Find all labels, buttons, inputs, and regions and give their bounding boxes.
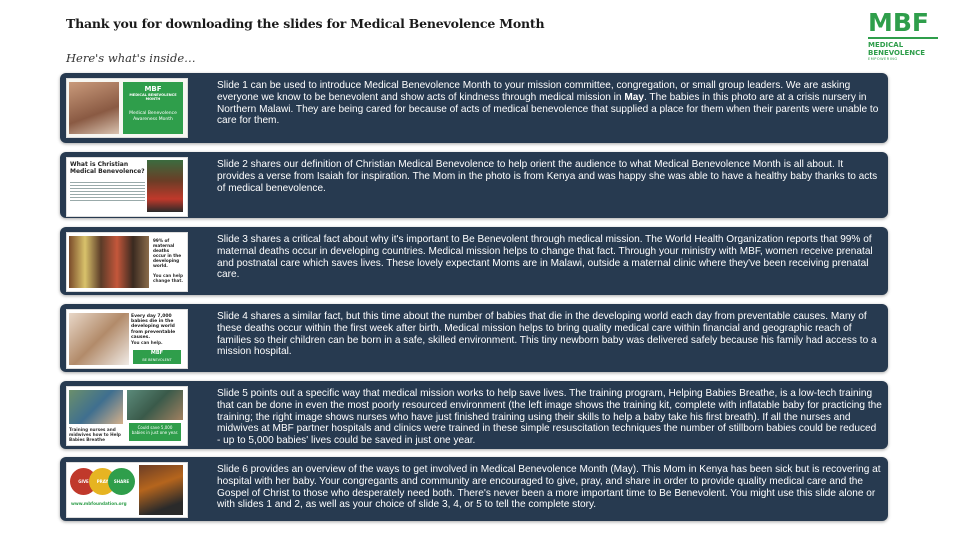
slide-row-5 (60, 381, 888, 449)
slide-2-heading: What is Christian Medical Benevolence? (70, 161, 145, 175)
logo-line-2: BENEVOLENCE (868, 48, 926, 57)
slide-1-brand: MBF (144, 85, 162, 93)
slide-4-cta: You can help. (131, 340, 163, 345)
slide-4-banner-text: BE BENEVOLENT (142, 358, 172, 362)
slide-row-4 (60, 304, 888, 372)
slide-4-brand: MBF (150, 350, 164, 356)
slide-3-thumbnail[interactable] (66, 232, 188, 292)
slide-row-1 (60, 73, 888, 143)
recovering-mom-photo (139, 465, 183, 515)
slide-6-description: Slide 6 provides an overview of the ways to get involved in Medical Benevolence Month (May). This Mom in Kenya has been sick but is recovering at hospital with her baby. Your congregants and community are encouraged to give, pray, and share in order to provide quality medical care and the Gospel of Christ to those who desperately need both. There's never been a more important time to Be Benevolent. You might use this slide alone or with slides 1 and 2, as well as your choice of slide 3, 4, or 5 to tell the complete story. (217, 464, 881, 511)
give-circle: GIVE (70, 468, 97, 495)
slide-1-text-b: . The babies in this photo are at a crisis nursery in Northern Malawi. They are being cared for because of acts of medical benevolence that supplied a place for them when their parents were unable to care for them. (217, 91, 879, 127)
slide-row-2 (60, 152, 888, 218)
nurses-photo (127, 390, 183, 420)
slide-1-banner-panel (123, 82, 183, 134)
slide-1-caption: Medical Benevolence Awareness Month (129, 111, 177, 122)
slide-row-6 (60, 457, 888, 521)
slide-4-description: Slide 4 shares a similar fact, but this time about the number of babies that die in the developing world each day from preventable causes. Many of these deaths occur within the first week after birth. Medical mission helps to bring quality medical care within financial and geographic reach of families so their children can be born in a safe, skilled environment. This tiny newborn baby was delivered safely because his family had access to a mission hospital. (217, 311, 877, 358)
page-title: Thank you for downloading the slides for Medical Benevolence Month (66, 16, 545, 31)
logo-mark: MBF (868, 8, 930, 37)
slide-5-left-caption: Training nurses and midwives how to Help Babies Breathe (69, 427, 121, 442)
slide-6-thumbnail[interactable] (66, 462, 188, 518)
slide-5-thumbnail[interactable] (66, 386, 188, 446)
kenya-mom-photo (147, 160, 183, 212)
logo-line-1: MEDICAL (868, 40, 904, 49)
slide-5-description: Slide 5 points out a specific way that medical mission works to help save lives. The training program, Helping Babies Breathe, is a low-tech training that can be done in even the most poorly resourced environment (the left image shows the training kit, complete with inflatable baby for practicing the training; the right image shows nurses who have just finished training using their skills to help a baby take his first breath). If all the nurses and midwives at MBF partner hospitals and clinics were trained in these simple resuscitation techniques the number of stillborn babies could be reduced - up to 5,000 babies' lives could be saved in just one year. (217, 388, 882, 447)
babies-photo (69, 82, 119, 134)
slide-3-description: Slide 3 shares a critical fact about why it's important to Be Benevolent through medical mission. The World Health Organization reports that 99% of maternal deaths occur in developing countries. Medical mission helps to change that fact. Through your ministry with MBF, women receive prenatal and postnatal care which saves lives. These lovely expectant Moms are in Malawi, outside a maternal clinic where they've been receiving prenatal care. (217, 234, 873, 281)
slide-3-cta: You can help change that. (153, 273, 183, 283)
slide-1-text-a: Slide 1 can be used to introduce Medical Benevolence Month to your mission committee, congregation, or small group leaders. We are asking everyone we know to be benevolent and show acts of kindness through medical mission in (217, 80, 851, 103)
slide-1-thumbnail[interactable] (66, 78, 188, 138)
page-subtitle: Here's what's inside… (66, 51, 196, 65)
slide-1-banner: MEDICAL BENEVOLENCE MONTH (129, 93, 177, 101)
slide-4-thumbnail[interactable] (66, 309, 188, 369)
slide-4-fact: Every day 7,000 babies die in the developing world from preventable causes. (131, 314, 176, 340)
logo-tagline: EMPOWERING (868, 56, 898, 61)
slide-3-fact: 99% of maternal deaths occur in the developing world. (153, 238, 182, 268)
slide-6-url: www.mbfoundation.org (71, 501, 127, 506)
training-kit-photo (69, 390, 123, 424)
slide-row-3 (60, 227, 888, 295)
slide-4-banner (133, 350, 181, 364)
slide-5-right-caption: Could save 5,000 babies in just one year. (129, 423, 181, 441)
pray-circle: PRAY (89, 468, 116, 495)
slide-2-thumbnail[interactable] (66, 157, 188, 217)
slide-2-body-lines (70, 180, 145, 202)
logo-divider (868, 37, 938, 39)
newborn-photo (69, 313, 129, 365)
slide-2-description: Slide 2 shares our definition of Christian Medical Benevolence to help orient the audience to what Medical Benevolence Month is all about. It provides a verse from Isaiah for inspiration. The Mom in the photo is from Kenya and was happy she was able to have a healthy baby thanks to acts of medical benevolence. (217, 159, 878, 194)
slide-1-text-bold: May (624, 91, 644, 103)
expectant-moms-photo (69, 236, 149, 288)
mbf-logo (868, 10, 943, 64)
slide-1-description (217, 80, 882, 127)
share-circle: SHARE (108, 468, 135, 495)
